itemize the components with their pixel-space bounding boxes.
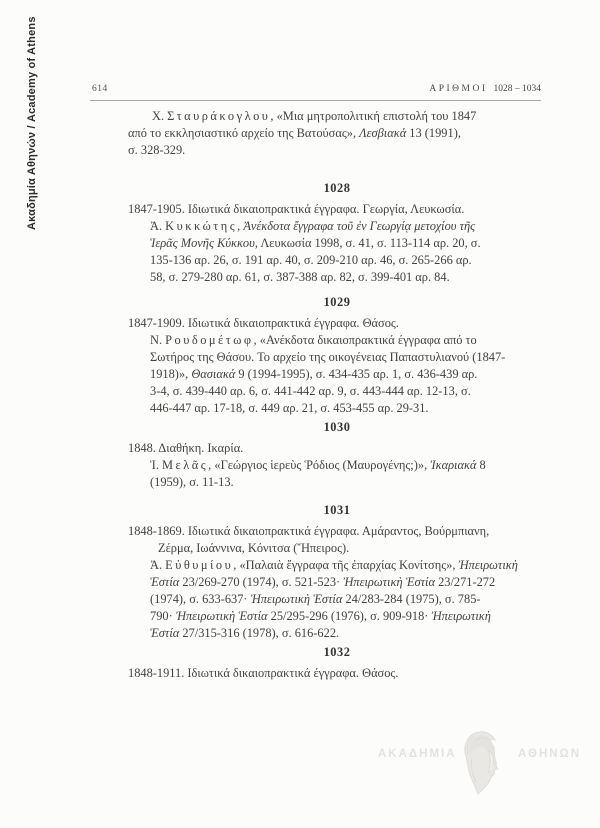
entry-heading <box>128 665 546 682</box>
running-title <box>429 84 541 94</box>
entry-citation <box>128 557 546 642</box>
text-line: 58, σ. 279-280 αρ. 61, σ. 387-388 αρ. 82, σ. 399-401 αρ. 84. <box>150 270 450 284</box>
running-title-word: ΑΡΙΘΜΟΙ <box>429 84 488 94</box>
entry-heading <box>128 201 546 218</box>
header-rule <box>90 100 541 101</box>
entry-citation <box>128 332 546 417</box>
entry-number: 1032 <box>323 645 351 659</box>
entry-1029 <box>128 294 546 417</box>
text-line: (1959), σ. 11-13. <box>150 475 234 489</box>
entry-number: 1028 <box>323 181 351 195</box>
academy-watermark <box>360 728 590 823</box>
entry-citation <box>128 457 546 491</box>
text-line: Σωτήρος της Θάσου. Το αρχείο της οικογένειας Παπαστυλιανού (1847- <box>150 350 506 364</box>
text-line: 1847-1905. Ιδιωτικά δικαιοπρακτικά έγγραφα. Γεωργία, Λευκωσία. <box>128 202 465 216</box>
text-line: Ἑστία 27/315-316 (1978), σ. 616-622. <box>150 626 340 640</box>
entry-1030 <box>128 419 546 491</box>
entry-number: 1031 <box>323 503 351 517</box>
text-line: 1918)», Θασιακά 9 (1994-1995), σ. 434-435 αρ. 1, σ. 436-439 αρ. <box>150 367 478 381</box>
text-line: Χ. Σταυράκογλου, «Μια μητροπολιτική επιστολή του 1847 <box>152 109 477 123</box>
text-line: από το εκκλησιαστικό αρχείο της Βατούσας», Λεσβιακά 13 (1991), <box>128 126 461 140</box>
entry-1028 <box>128 180 546 286</box>
entry-1031 <box>128 502 546 642</box>
watermark-text-right: ΑΘΗΝΩΝ <box>518 748 582 760</box>
text-line: 1848. Διαθήκη. Ικαρία. <box>128 441 244 455</box>
text-line: Ἀ. Εὐθυμίου, «Παλαιὰ ἔγγραφα τῆς ἐπαρχίας Κονίτσης», Ἠπειρωτικὴ <box>150 558 518 572</box>
text-line: 1848-1911. Ιδιωτικά δικαιοπρακτικά έγγραφα. Θάσος. <box>128 666 399 680</box>
watermark-text-left: ΑΚΑΔΗΜΙΑ <box>378 748 457 760</box>
text-line: 790· Ἠπειρωτικὴ Ἑστία 25/295-296 (1976), σ. 909-918· Ἠπειρωτικὴ <box>150 609 491 623</box>
page-number: 614 <box>92 84 108 94</box>
text-line: Ν. Ρουδομέτωφ, «Ανέκδοτα δικαιοπρακτικά έγγραφα από το <box>150 333 477 347</box>
library-side-stamp: Ακαδημία Αθηνών / Academy of Athens <box>26 16 38 230</box>
running-title-range: 1028 – 1034 <box>493 84 541 94</box>
text-line: Ἑστία 23/269-270 (1974), σ. 521-523· Ἠπειρωτικὴ Ἑστία 23/271-272 <box>150 575 496 589</box>
entry-number: 1030 <box>323 420 351 434</box>
entry-heading <box>128 523 546 557</box>
intro-paragraph <box>128 108 546 159</box>
text-line: 3-4, σ. 439-440 αρ. 6, σ. 441-442 αρ. 9, σ. 443-444 αρ. 12-13, σ. <box>150 384 471 398</box>
text-line: 135-136 αρ. 26, σ. 191 αρ. 40, σ. 209-210 αρ. 46, σ. 265-266 αρ. <box>150 253 472 267</box>
text-line: 1848-1869. Ιδιωτικά δικαιοπρακτικά έγγραφα. Αμάραντος, Βούρμπιανη, <box>128 524 490 538</box>
entry-citation <box>128 218 546 286</box>
text-line: 446-447 αρ. 17-18, σ. 449 αρ. 21, σ. 453-455 αρ. 29-31. <box>150 401 429 415</box>
text-line: 1847-1909. Ιδιωτικά δικαιοπρακτικά έγγραφα. Θάσος. <box>128 316 399 330</box>
entry-1032 <box>128 644 546 682</box>
text-line: Ἱερᾶς Μονῆς Κύκκου, Λευκωσία 1998, σ. 41, σ. 113-114 αρ. 20, σ. <box>150 236 481 250</box>
text-line: σ. 328-329. <box>128 143 186 157</box>
athena-head-icon <box>452 728 504 801</box>
text-line: (1974), σ. 633-637· Ἠπειρωτικὴ Ἑστία 24/283-284 (1975), σ. 785- <box>150 592 481 606</box>
entry-number: 1029 <box>323 295 351 309</box>
text-line: Ἀ. Κυκκώτης, Ἀνέκδοτα ἔγγραφα τοῦ ἐν Γεωργίᾳ μετοχίου τῆς <box>150 219 476 233</box>
entry-heading <box>128 440 546 457</box>
text-line: Ζέρμα, Ιωάννινα, Κόνιτσα (Ἤπειρος). <box>158 541 350 555</box>
text-line: Ἰ. Μελᾶς, «Γεώργιος ἱερεὺς Ῥόδιος (Μαυρογένης;)», Ἰκαριακά 8 <box>150 458 486 472</box>
entry-heading <box>128 315 546 332</box>
